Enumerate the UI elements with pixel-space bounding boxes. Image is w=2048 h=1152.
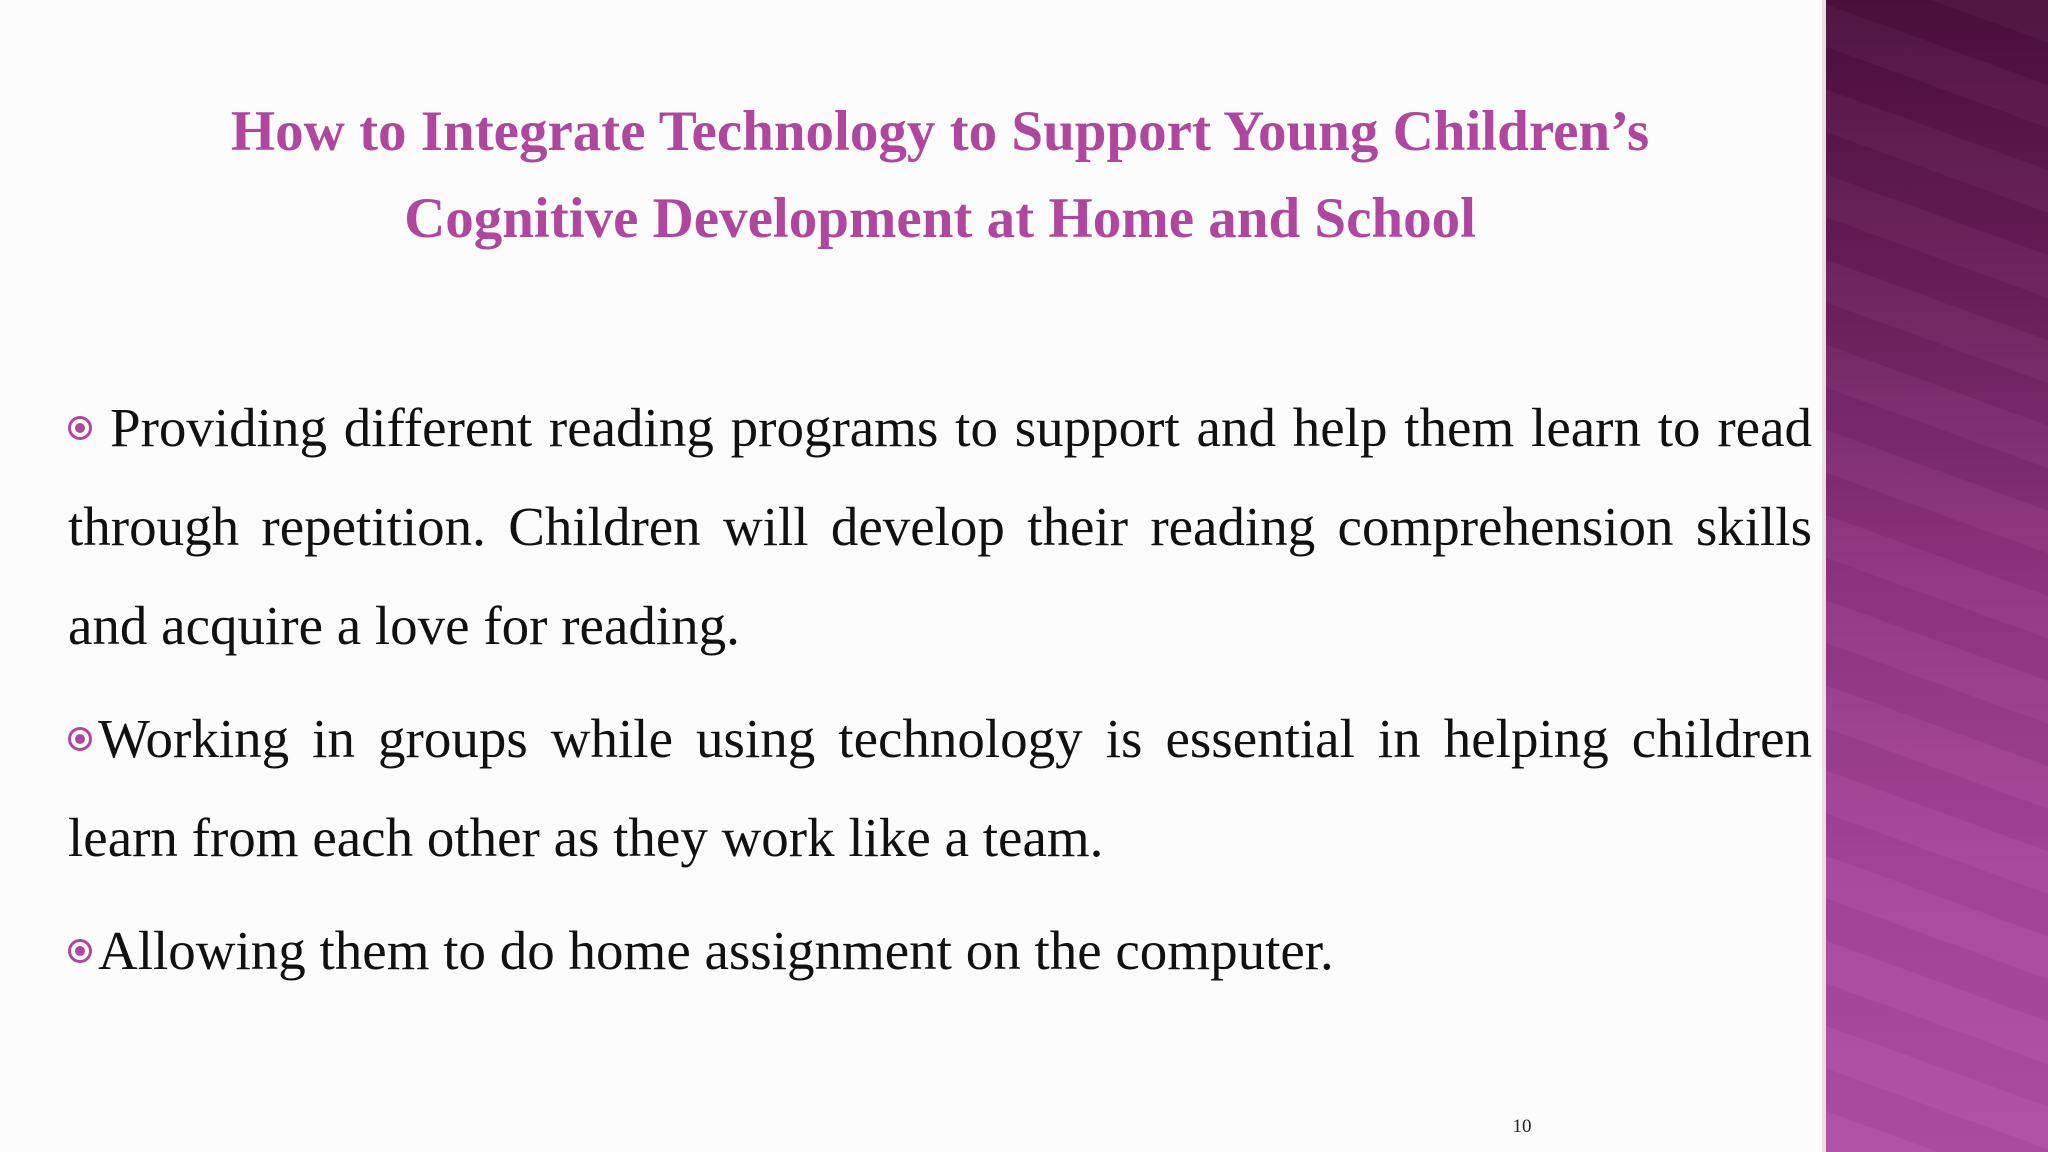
- bullet-text: Providing different reading programs to support and help them learn to read through repetition. Children will develop their reading comprehension skills and acquire a love for reading.: [68, 397, 1812, 656]
- decorative-side-panel: [1826, 0, 2048, 1152]
- circled-dot-bullet-icon: [68, 727, 92, 751]
- bullet-text: Working in groups while using technology is essential in helping children learn from each other as they work like a team.: [68, 708, 1812, 868]
- bullet-text: Allowing them to do home assignment on the computer.: [98, 920, 1334, 981]
- slide-title-line-1: How to Integrate Technology to Support Young Children’s: [230, 100, 1650, 163]
- circled-dot-bullet-icon: [68, 939, 92, 963]
- slide-title: [120, 88, 1760, 262]
- page-number: 10: [1512, 1116, 1532, 1137]
- bullet-item-home-assignment: [68, 901, 1812, 1000]
- slide-title-line-2: Cognitive Development at Home and School: [404, 187, 1476, 250]
- slide-body: [68, 378, 1812, 1000]
- bullet-item-group-work: [68, 689, 1812, 887]
- bullet-item-reading-programs: [68, 378, 1812, 675]
- circled-dot-bullet-icon: [68, 416, 92, 440]
